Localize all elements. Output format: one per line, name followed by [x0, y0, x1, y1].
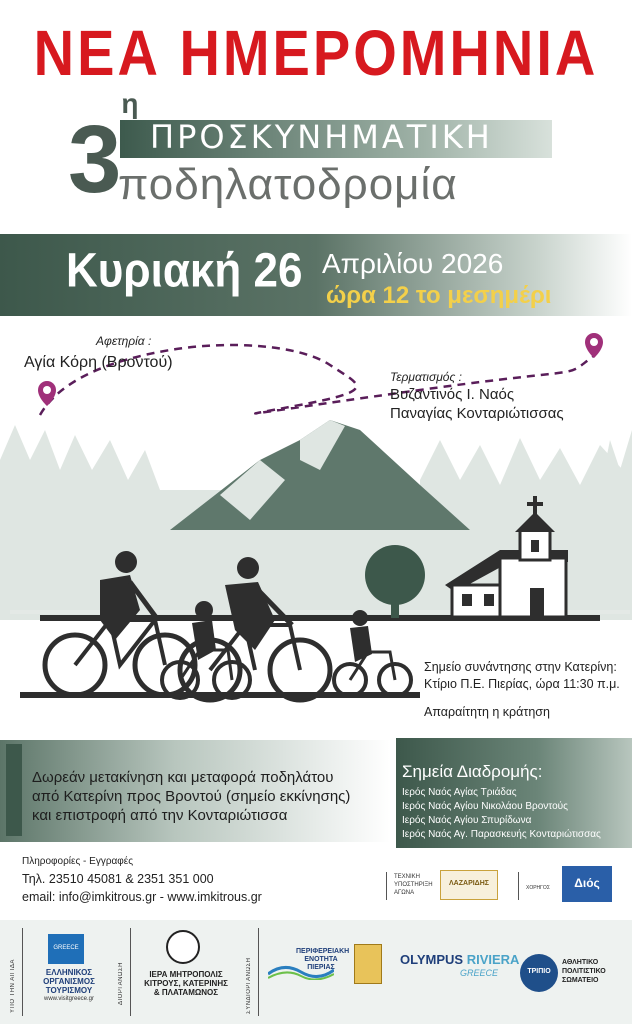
start-label: Αφετηρία :: [96, 334, 152, 348]
event-month-year: Απριλίου 2026: [322, 248, 504, 279]
footer-divider: [258, 928, 259, 1016]
tech-support-label: ΤΕΧΝΙΚΗ ΥΠΟΣΤΗΡΙΞΗ ΑΓΩΝΑ: [394, 874, 433, 896]
route-illustration: [0, 320, 632, 710]
sponsor-divider: [386, 872, 387, 900]
sponsor-divider: [518, 872, 519, 900]
info-label: Πληροφορίες - Εγγραφές: [22, 856, 134, 867]
under-auspices-label: ΥΠΟ ΤΗΝ ΑΙΓΙΔΑ: [10, 959, 16, 1013]
info-phone: Τηλ. 23510 45081 & 2351 351 000: [22, 872, 214, 886]
olympus-riviera-logo: OLYMPUS RIVIERA: [400, 952, 520, 967]
greece-logo: GREECE: [48, 934, 84, 964]
headline-new-date: ΝΕΑ ΗΜΕΡΟΜΗΝΙΑ: [33, 16, 599, 89]
meeting-point-detail: Κτίριο Π.Ε. Πιερίας, ώρα 11:30 π.μ.: [424, 677, 620, 691]
sponsor-label: ΧΟΡΗΓΟΣ: [526, 885, 550, 891]
municipality-crest-icon: [354, 944, 382, 984]
transport-text: Δωρεάν μετακίνηση και μεταφορά ποδηλάτου από Κατερίνη προς Βροντού (σημείο εκκίνησης) και επιστροφή από την Κονταριώτισσα: [32, 769, 351, 824]
route-points-title: Σημεία Διαδρομής:: [402, 762, 543, 781]
start-pin-icon: [38, 381, 56, 406]
dios-logo: Διός: [562, 866, 612, 902]
metropolis-seal-icon: [166, 930, 200, 964]
info-email: email: info@imkitrous.gr - www.imkitrous.gr: [22, 890, 262, 904]
tripio-logo: ΤΡΙΠΙΟ: [520, 954, 558, 992]
route-point-item: Ιερός Ναός Αγίου Σπυρίδωνα: [402, 815, 532, 826]
transport-accent: [6, 744, 22, 836]
route-point-item: Ιερός Ναός Αγίας Τριάδας: [402, 787, 517, 798]
event-day: Κυριακή 26: [66, 243, 303, 298]
event-time: ώρα 12 το μεσημέρι: [326, 282, 552, 309]
road-shadow: [20, 692, 420, 698]
end-label: Τερματισμός :: [390, 370, 462, 384]
meeting-point-label: Σημείο συνάντησης στην Κατερίνη:: [424, 660, 617, 674]
footer-divider: [130, 928, 131, 1016]
subtitle-bottom: ποδηλατοδρομία: [118, 160, 458, 209]
end-place-line2: Παναγίας Κονταριώτισσας: [390, 405, 564, 422]
lazaridis-logo: ΛΑΖΑΡΙΔΗΣ: [440, 870, 498, 900]
route-point-item: Ιερός Ναός Αγίου Νικολάου Βροντούς: [402, 801, 568, 812]
route-point-item: Ιερός Ναός Αγ. Παρασκευής Κονταριώτισσας: [402, 829, 601, 840]
start-place: Αγία Κόρη (Βροντού): [24, 354, 173, 371]
organizer-label: ΔΙΟΡΓΑΝΩΣΗ: [118, 962, 124, 1005]
eot-name: ΕΛΛΗΝΙΚΟΣ ΟΡΓΑΝΙΣΜΟΣ ΤΟΥΡΙΣΜΟΥ www.visitgreece.gr: [43, 968, 95, 1002]
reservation-note: Απαραίτητη η κράτηση: [424, 705, 550, 719]
edition-number: $3^\eta$: [68, 88, 139, 213]
co-organizer-label: ΣΥΝΔΙΟΡΓΑΝΩΣΗ: [246, 957, 252, 1014]
olympus-riviera-sub: GREECE: [460, 968, 499, 978]
club-name: ΑΘΛΗΤΙΚΟ ΠΟΛΙΤΙΣΤΙΚΟ ΣΩΜΑΤΕΙΟ: [562, 959, 606, 984]
footer-divider: [22, 928, 23, 1016]
end-place-line1: Βυζαντινός Ι. Ναός: [390, 386, 515, 403]
end-pin-icon: [585, 333, 603, 358]
metropolis-name: ΙΕΡΑ ΜΗΤΡΟΠΟΛΙΣ ΚΙΤΡΟΥΣ, ΚΑΤΕΡΙΝΗΣ & ΠΛΑΤΑΜΩΝΟΣ: [144, 970, 228, 997]
subtitle-top: ΠΡΟΣΚΥΝΗΜΑΤΙΚΗ: [150, 118, 493, 156]
pieria-name: ΠΕΡΙΦΕΡΕΙΑΚΗ ΕΝΟΤΗΤΑ ΠΙΕΡΙΑΣ: [296, 948, 350, 971]
